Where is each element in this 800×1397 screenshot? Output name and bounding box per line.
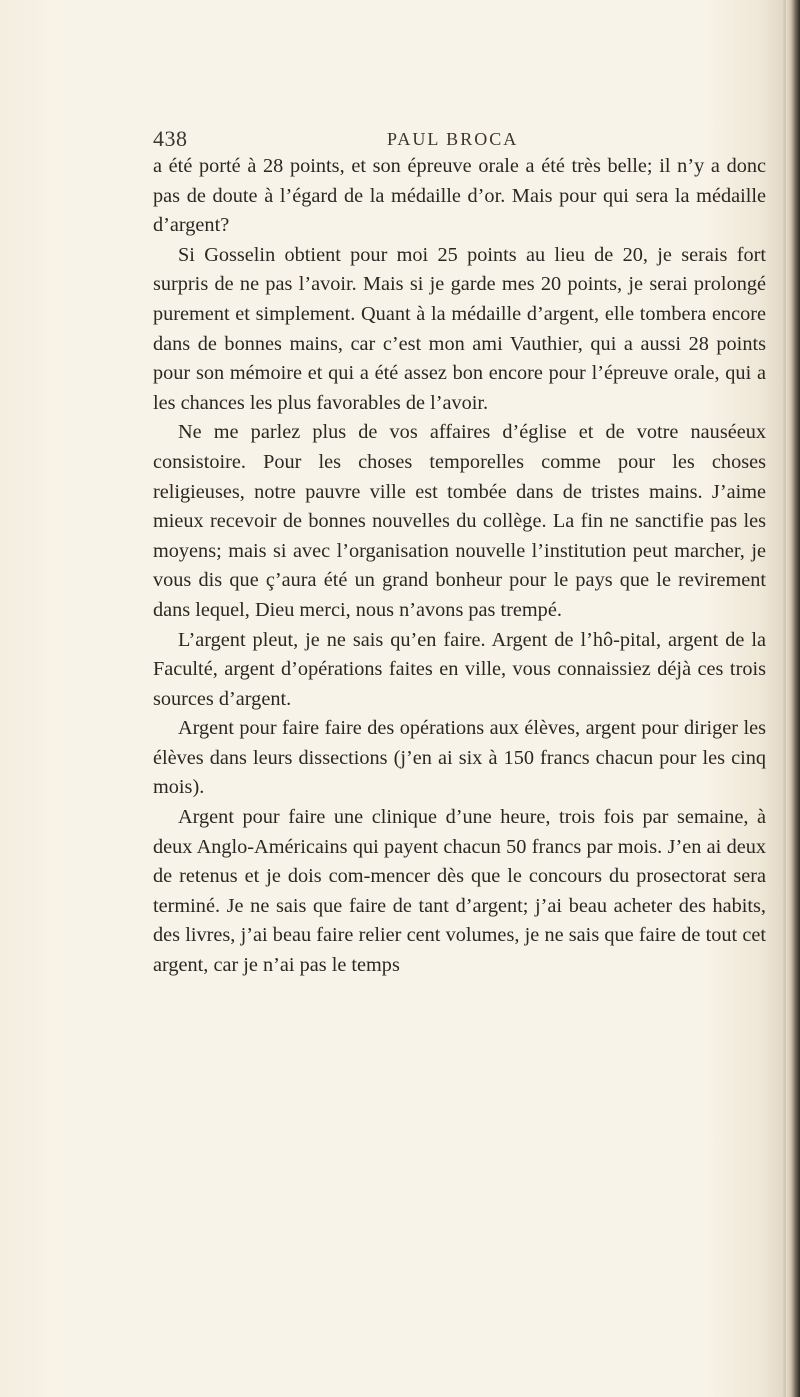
paragraph: Si Gosselin obtient pour moi 25 points au lieu de 20, je serais fort surpris de ne pas l’avoir. Mais si je garde mes 20 points, je serai prolongé purement et simplement. Quant à la médaille d’argent, elle tombera encore dans de bonnes mains, car c’est mon ami Vauthier, qui a aussi 28 points pour son mémoire et qui a été assez bon encore pour l’épreuve orale, qui a les chances les plus favorables de l’avoir. xyxy=(153,243,766,414)
paragraph: Argent pour faire une clinique d’une heure, trois fois par semaine, à deux Anglo-Américains qui payent chacun 50 francs par mois. J’en ai deux de retenus et je dois com-mencer dès que le concours du prosectorat sera terminé. Je ne sais que faire de tant d’argent; j’ai beau acheter des habits, des livres, j’ai beau faire relier cent volumes, je ne sais que faire de tout cet argent, car je n’ai pas le temps xyxy=(153,806,766,977)
paragraph: Ne me parlez plus de vos affaires d’église et de votre nauséeux consistoire. Pour les choses temporelles comme pour les choses religieuses, notre pauvre ville est tombée dans de tristes mains. J’aime mieux recevoir de bonnes nouvelles du collège. La fin ne sanctifie pas les moyens; mais si avec l’organisation nouvelle l’institution peut marcher, je vous dis que ç’aura été un grand bonheur pour le pays que le revirement dans lequel, Dieu merci, nous n’avons pas trempé. xyxy=(153,421,766,621)
paragraph: Argent pour faire faire des opérations aux élèves, argent pour diriger les élèves dans leurs dissections (j’en ai six à 150 francs chacun pour les cinq mois). xyxy=(153,717,766,799)
body-text xyxy=(153,152,766,981)
paragraph: a été porté à 28 points, et son épreuve orale a été très belle; il n’y a donc pas de doute à l’égard de la médaille d’or. Mais pour qui sera la médaille d’argent? xyxy=(153,155,766,237)
running-head: PAUL BROCA xyxy=(387,129,519,149)
page-edge xyxy=(786,0,800,1397)
paragraph: L’argent pleut, je ne sais qu’en faire. Argent de l’hô-pital, argent de la Faculté, argent d’opérations faites en ville, vous connaissiez déjà ces trois sources d’argent. xyxy=(153,628,766,710)
page-number: 438 xyxy=(153,126,188,151)
